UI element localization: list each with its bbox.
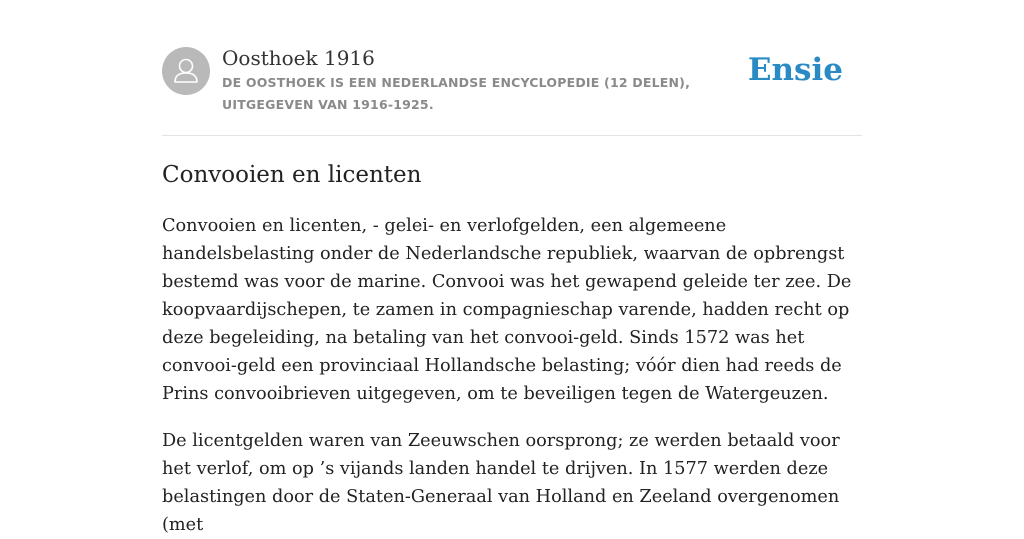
header-divider: [162, 135, 862, 136]
article: [162, 158, 862, 539]
source-header: [162, 44, 862, 136]
user-silhouette-icon: [162, 47, 210, 95]
article-paragraph: De licentgelden waren van Zeeuwschen oorsprong; ze werden betaald voor het verlof, om op ’s vijands landen handel te drijven. In 1577 werden deze belastingen door de Staten-Generaal van Holland en Zeeland overgenomen (met: [162, 431, 840, 535]
article-title: Convooien en licenten: [162, 162, 422, 188]
source-name[interactable]: Oosthoek 1916: [222, 46, 375, 70]
avatar[interactable]: [162, 47, 210, 95]
source-description: DE OOSTHOEK IS EEN NEDERLANDSE ENCYCLOPEDIE (12 DELEN), UITGEGEVEN VAN 1916-1925.: [222, 75, 691, 112]
brand-logo[interactable]: Ensie: [747, 52, 843, 88]
article-paragraph: Convooien en licenten, - gelei- en verlofgelden, een algemeene handelsbelasting onder de Nederlandsche republiek, waarvan de opbrengst bestemd was voor de marine. Convooi was het gewapend geleide ter zee. De koopvaardijschepen, te zamen in compagnieschap varende, hadden recht op deze begeleiding, na betaling van het convooi-geld. Sinds 1572 was het convooi-geld een provinciaal Hollandsche belasting; vóór dien had reeds de Prins convooibrieven uitgegeven, om te beveiligen tegen de Watergeuzen.: [162, 216, 852, 404]
